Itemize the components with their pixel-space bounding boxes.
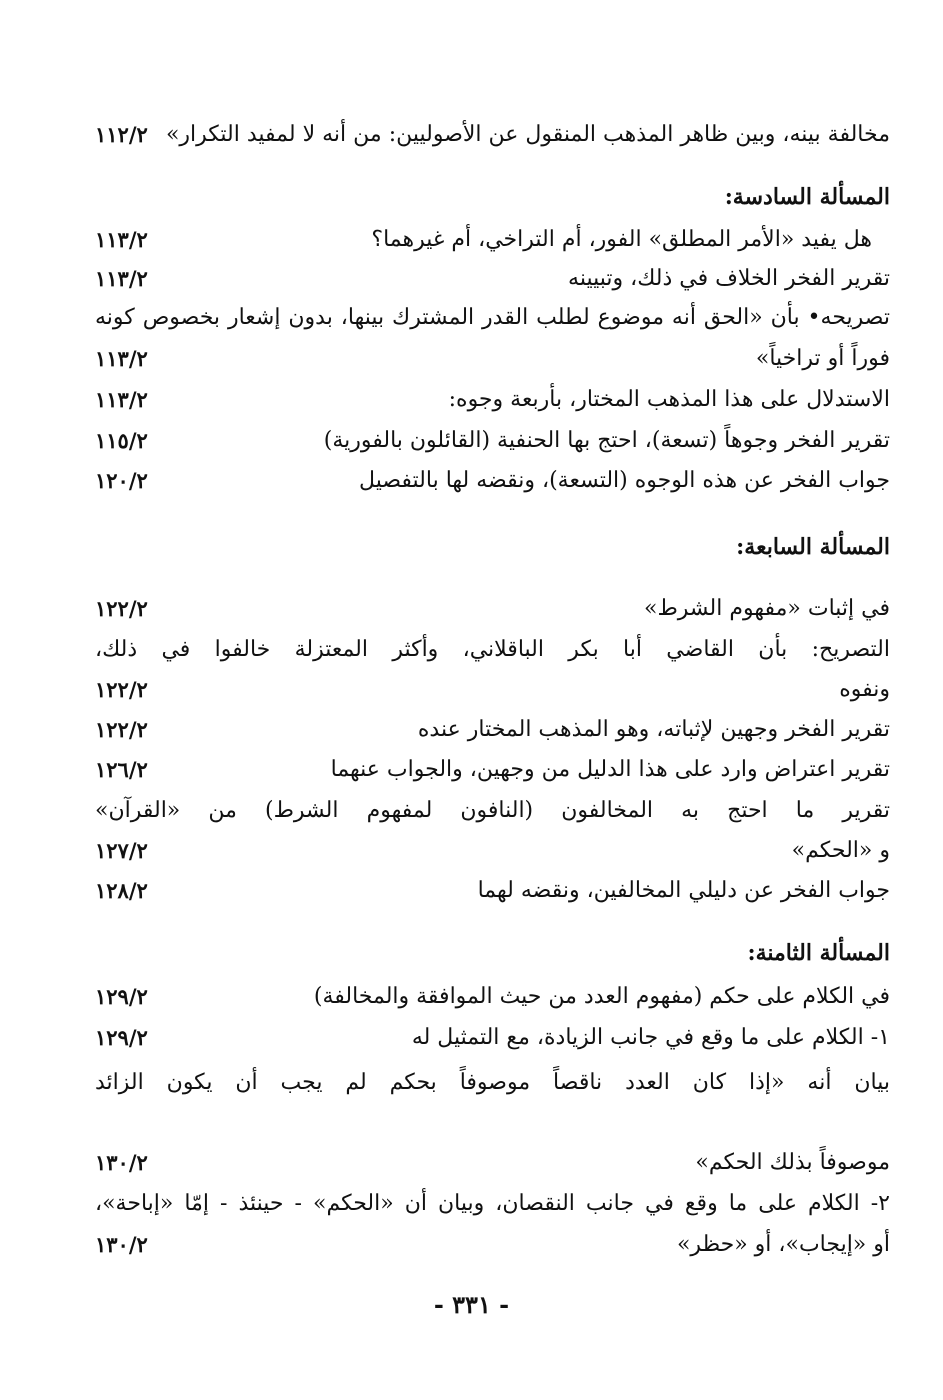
line-text: تقرير الفخر وجوهاً (تسعة)، احتج بها الحنفية (القائلون بالفورية) [323,428,890,453]
line-text: تقرير اعتراض وارد على هذا الدليل من وجهين، والجواب عنهما [330,757,890,782]
page-ref: ١٢٦/٢ [95,757,148,782]
line-text: و «الحكم» [791,838,890,863]
line-text: في الكلام على حكم (مفهوم العدد من حيث الموافقة والمخالفة) [313,984,890,1009]
page-ref: ١١٥/٢ [95,428,148,453]
heading-text: المسألة السابعة: [736,534,890,560]
line-text: ١- الكلام على ما وقع في جانب الزيادة، مع التمثيل له [411,1025,890,1050]
page-ref: ١١٣/٢ [95,266,148,291]
page-ref: ١٢٠/٢ [95,468,148,493]
page-ref: ١١٣/٢ [95,227,148,252]
line-text: جواب الفخر عن هذه الوجوه (التسعة)، ونقضه لها بالتفصيل [359,468,890,493]
line-text: مخالفة بينه، وبين ظاهر المذهب المنقول عن الأصوليين: من أنه لا لمفيد التكرار» [165,122,890,147]
line-text: فوراً أو تراخياً» [755,346,890,371]
line-text: التصريح: بأن القاضي أبا بكر الباقلاني، وأكثر المعتزلة خالفوا في ذلك، [95,637,890,662]
page-ref: ١١٣/٢ [95,346,148,371]
page-ref: ١٣٠/٢ [95,1150,148,1175]
heading-text: المسألة الثامنة: [747,940,890,966]
line-text: تصريحه• بأن «الحق أنه موضوع لطلب القدر المشترك بينها، بدون إشعار بخصوص كونه [95,305,890,330]
heading-text: المسألة السادسة: [724,184,890,210]
page-ref: ١٢٢/٢ [95,677,148,702]
page-ref: ١٢٢/٢ [95,596,148,621]
page-ref: ١٢٩/٢ [95,984,148,1009]
page-ref: ١٢٧/٢ [95,838,148,863]
line-text: جواب الفخر عن دليلي المخالفين، ونقضه لهما [477,878,890,903]
page-ref: ١٢٨/٢ [95,878,148,903]
line-text: ونفوه [839,677,890,702]
line-text: ٢- الكلام على ما وقع في جانب النقصان، وبيان أن «الحكم» - حينئذ - إمّا «إباحة»، [95,1191,890,1216]
line-text: تقرير ما احتج به المخالفون (النافون لمفهوم الشرط) من «القرآن» [95,798,890,823]
line-text: في إثبات «مفهوم الشرط» [643,596,890,621]
page-ref: ١٢٢/٢ [95,717,148,742]
line-text: بيان أنه «إذا كان العدد ناقصاً موصوفاً بحكم لم يجب أن يكون الزائد [95,1070,890,1095]
line-text: تقرير الفخر وجهين لإثباته، وهو المذهب المختار عنده [417,717,890,742]
page-ref: ١١٢/٢ [95,122,148,147]
line-text: أو «إيجاب»، أو «حظر» [676,1232,890,1257]
page-ref: ١١٣/٢ [95,387,148,412]
page-ref: ١٣٠/٢ [95,1232,148,1257]
page-ref: ١٢٩/٢ [95,1025,148,1050]
line-text: الاستدلال على هذا المذهب المختار، بأربعة وجوه: [448,387,890,412]
page-number: - ٣٣١ - [433,1290,510,1319]
line-text: هل يفيد «الأمر المطلق» الفور، أم التراخي، أم غيرهما؟ [371,227,872,252]
line-text: تقرير الفخر الخلاف في ذلك، وتبيينه [568,266,890,291]
line-text: موصوفاً بذلك الحكم» [695,1150,890,1175]
